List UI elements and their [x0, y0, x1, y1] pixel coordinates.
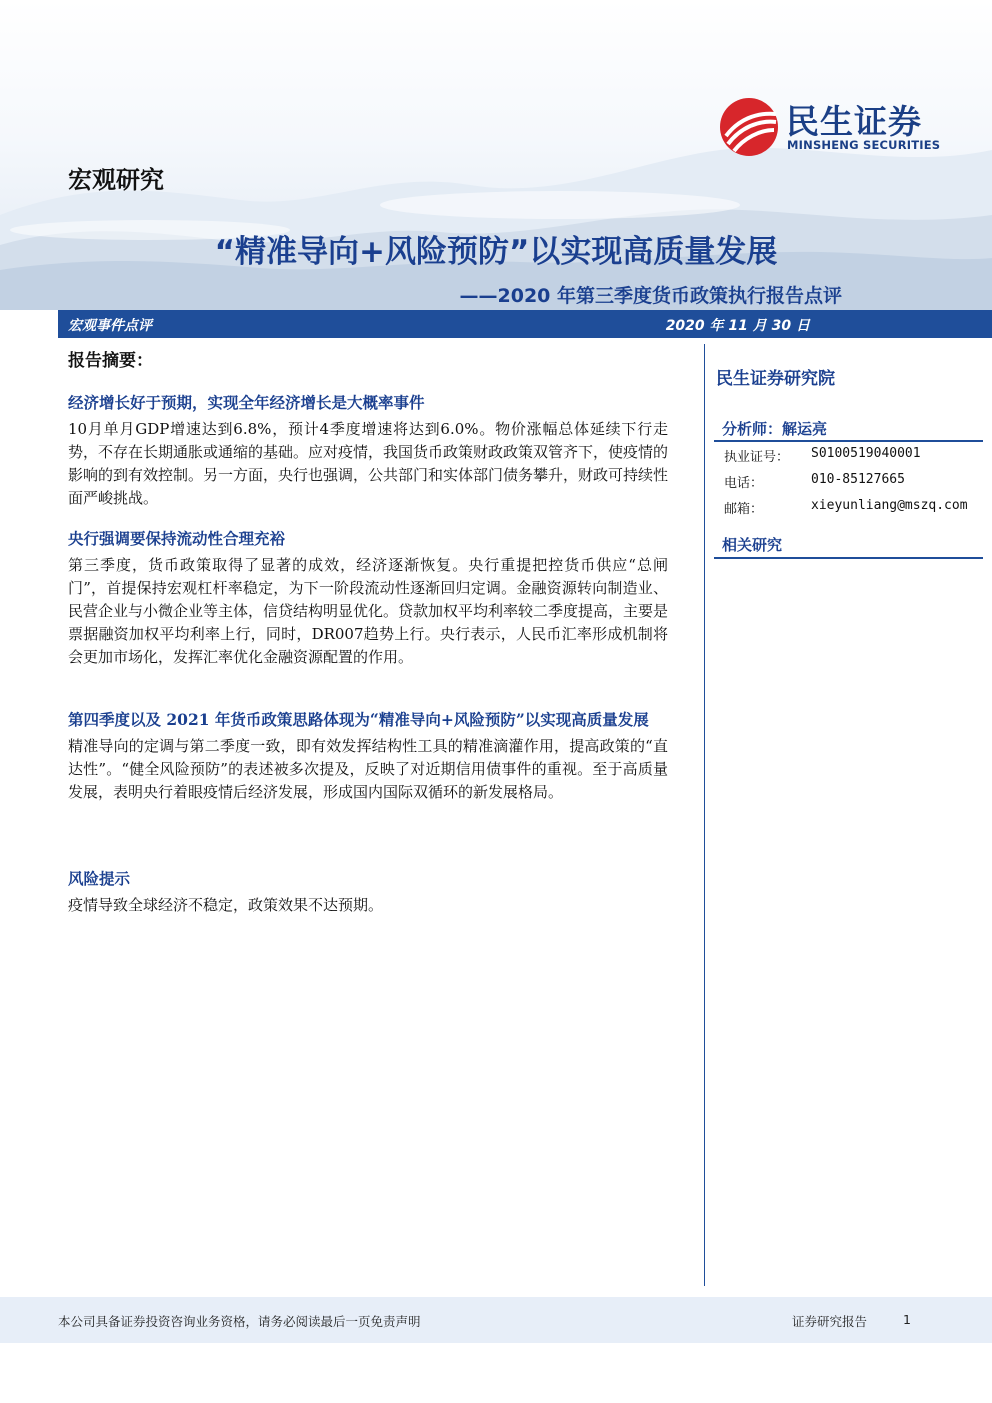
report-type: 宏观事件点评 — [68, 318, 152, 334]
footer-disclaimer: 本公司具备证券投资咨询业务资格，请务必阅读最后一页免责声明 — [58, 1314, 421, 1329]
analyst-name: 分析师：解运亮 — [722, 420, 828, 438]
phone-label: 电话： — [724, 476, 764, 491]
section-title: 经济增长好于预期，实现全年经济增长是大概率事件 — [68, 393, 425, 412]
report-title: “精准导向+风险预防”以实现高质量发展 — [214, 234, 778, 270]
summary-section — [68, 392, 668, 510]
section-body: 精准导向的定调与第二季度一致，即有效发挥结构性工具的精准滴灌作用，提高政策的“直达性”。“健全风险预防”的表述被多次提及，反映了对近期信用债事件的重视。至于高质量发展，表明央行着眼疫情后经济发展，形成国内国际双循环的新发展格局。 — [68, 737, 668, 801]
section-title: 风险提示 — [68, 869, 131, 888]
logo-name-cn: 民生证券 — [786, 102, 922, 141]
cert-row — [724, 446, 921, 465]
email-label: 邮箱： — [724, 502, 764, 517]
research-institute: 民生证券研究院 — [716, 369, 835, 389]
column-divider — [704, 344, 705, 1286]
section-title: 第四季度以及 2021 年货币政策思路体现为“精准导向+风险预防”以实现高质量发展 — [68, 710, 649, 729]
section-body: 10月单月GDP增速达到6.8%，预计4季度增速将达到6.0%。物价涨幅总体延续下行走势，不存在长期通胀或通缩的基础。应对疫情，我国货币政策财政政策双管齐下，使疫情的影响的到有效控制。另一方面，央行也强调，公共部门和实体部门债务攀升，财政可持续性面严峻挑战。 — [68, 420, 669, 507]
related-research-heading: 相关研究 — [722, 536, 783, 554]
email-value[interactable]: xieyunliang@mszq.com — [811, 498, 968, 513]
phone-value: 010-85127665 — [811, 472, 905, 487]
report-subtitle: ——2020 年第三季度货币政策执行报告点评 — [459, 285, 842, 307]
risk-section — [68, 868, 668, 917]
company-logo — [718, 96, 958, 160]
sidebar-rule — [714, 557, 983, 559]
page-number: 1 — [903, 1312, 911, 1327]
category-title: 宏观研究 — [68, 166, 164, 194]
summary-section — [68, 709, 668, 804]
cert-label: 执业证号： — [724, 450, 790, 465]
section-body: 第三季度，货币政策取得了显著的成效，经济逐渐恢复。央行重提把控货币供应“总闸门”，首提保持宏观杠杆率稳定，为下一阶段流动性逐渐回归定调。金融资源转向制造业、民营企业与小微企业等主体，信贷结构明显优化。贷款加权平均利率较二季度提高，主要是票据融资加权平均利率上行，同时，DR007趋势上行。央行表示，人民币汇率形成机制将会更加市场化，发挥汇率优化金融资源配置的作用。 — [68, 556, 669, 666]
section-body: 疫情导致全球经济不稳定，政策效果不达预期。 — [68, 896, 384, 914]
minsheng-logo-icon — [718, 96, 780, 158]
cert-value: S0100519040001 — [811, 446, 921, 461]
sidebar-rule — [714, 440, 983, 442]
page-footer — [0, 1297, 992, 1343]
summary-section — [68, 528, 668, 669]
email-row — [724, 498, 968, 517]
report-date: 2020 年 11 月 30 日 — [665, 318, 810, 334]
logo-name-en: MINSHENG SECURITIES — [787, 138, 941, 152]
summary-heading: 报告摘要： — [68, 351, 153, 371]
phone-row — [724, 472, 905, 491]
report-info-bar — [58, 310, 992, 338]
section-title: 央行强调要保持流动性合理充裕 — [68, 529, 286, 548]
footer-report-kind: 证券研究报告 — [792, 1314, 868, 1329]
